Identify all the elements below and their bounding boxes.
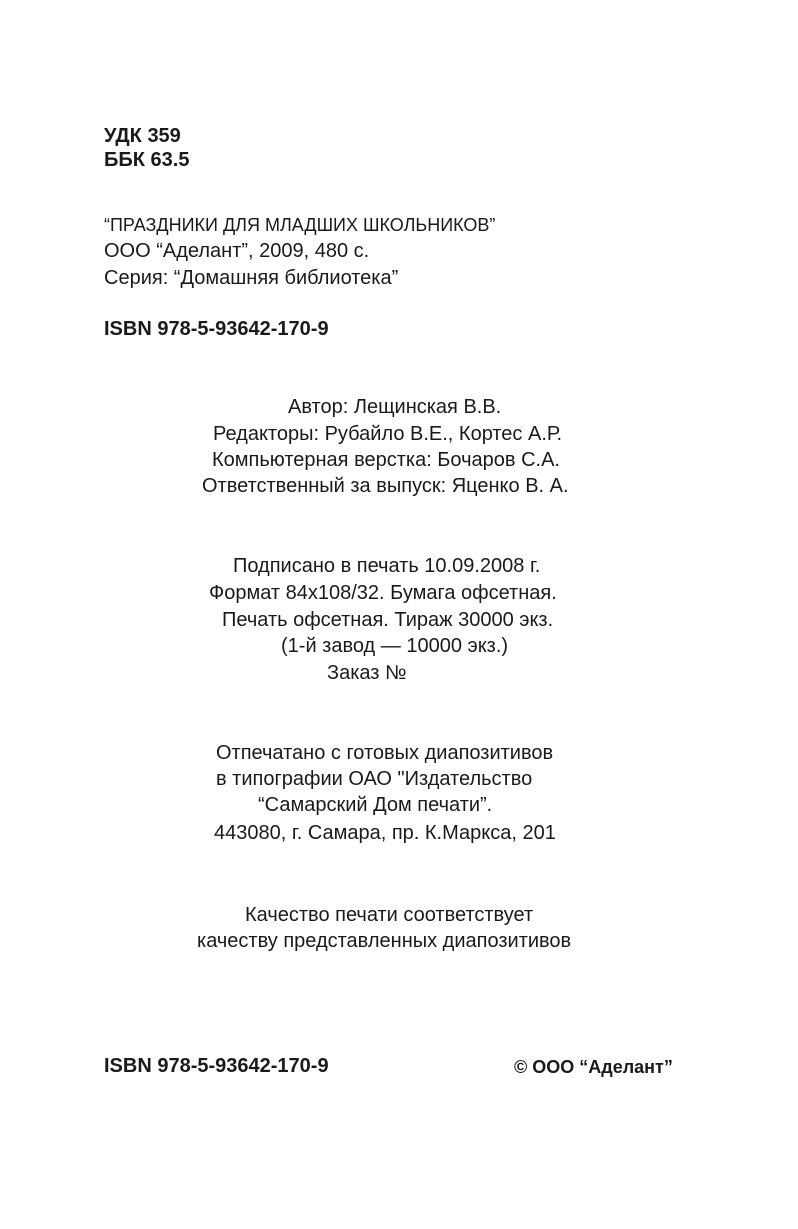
publisher-line: ООО “Аделант”, 2009, 480 с.	[104, 240, 370, 262]
order-number: Заказ №	[327, 662, 407, 684]
signed-date: Подписано в печать 10.09.2008 г.	[233, 555, 541, 577]
quality-line-1: Качество печати соответствует	[245, 904, 534, 926]
print-run-line: Печать офсетная. Тираж 30000 экз.	[222, 609, 554, 631]
copyright-notice: © ООО “Аделант”	[514, 1057, 673, 1077]
series-line: Серия: “Домашняя библиотека”	[104, 267, 399, 289]
printer-line-2: в типографии ОАО "Издательство	[216, 768, 533, 790]
first-plant-line: (1-й завод — 10000 экз.)	[281, 635, 509, 657]
format-line: Формат 84x108/32. Бумага офсетная.	[209, 582, 557, 604]
author-credit: Автор: Лещинская В.В.	[288, 396, 502, 418]
editors-credit: Редакторы: Рубайло В.Е., Кортес А.Р.	[213, 423, 563, 445]
isbn-footer: ISBN 978-5-93642-170-9	[104, 1055, 329, 1077]
printer-line-3: “Самарский Дом печати”.	[258, 794, 493, 816]
responsible-credit: Ответственный за выпуск: Яценко В. А.	[202, 475, 569, 497]
printer-line-1: Отпечатано с готовых диапозитивов	[216, 742, 554, 764]
printer-address: 443080, г. Самара, пр. К.Маркса, 201	[214, 822, 556, 844]
bbk-code: ББК 63.5	[104, 149, 190, 171]
layout-credit: Компьютерная верстка: Бочаров С.А.	[212, 449, 560, 471]
isbn-top: ISBN 978-5-93642-170-9	[104, 318, 329, 340]
book-title: “ПРАЗДНИКИ ДЛЯ МЛАДШИХ ШКОЛЬНИКОВ”	[104, 215, 496, 235]
udk-code: УДК 359	[104, 125, 181, 147]
quality-line-2: качеству представленных диапозитивов	[197, 930, 572, 952]
